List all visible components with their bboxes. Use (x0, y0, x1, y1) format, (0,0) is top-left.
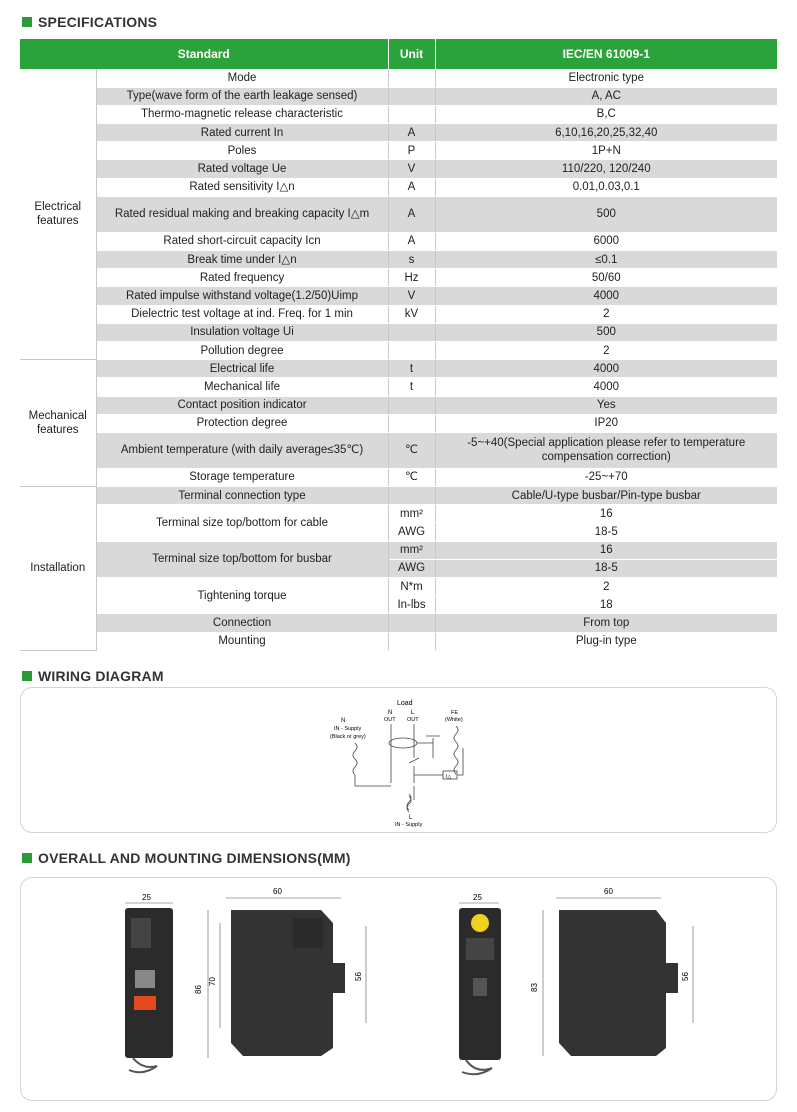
section-title-dimensions (22, 850, 351, 866)
unit-cell: A (388, 232, 435, 250)
value-cell: 2 (435, 305, 777, 323)
unit-cell: s (388, 251, 435, 269)
param-cell: Break time under I△n (96, 251, 388, 269)
section-title-text: SPECIFICATIONS (38, 14, 158, 30)
unit-cell: V (388, 287, 435, 305)
value-cell: B,C (435, 105, 777, 123)
value-cell: -5~+40(Special application please refer to temperature compensation correction) (435, 432, 777, 468)
header-unit: Unit (388, 39, 435, 69)
table-row (20, 105, 777, 123)
param-cell: Terminal connection type (96, 487, 388, 505)
wiring-n-out-label: OUT (384, 717, 396, 723)
section-title-text: OVERALL AND MOUNTING DIMENSIONS(MM) (38, 850, 351, 866)
table-row (20, 160, 777, 178)
value-cell: 2 (435, 341, 777, 359)
value-cell: 4000 (435, 287, 777, 305)
wiring-fe-label: FE (451, 710, 459, 716)
table-row (20, 541, 777, 559)
wiring-n-in-color: (Black or grey) (330, 734, 366, 740)
param-cell: Mechanical life (96, 378, 388, 396)
table-row (20, 232, 777, 250)
group-label-electrical: Electrical features (20, 69, 96, 360)
header-value: IEC/EN 61009-1 (435, 39, 777, 69)
unit-cell: t (388, 360, 435, 378)
section-title-wiring (22, 668, 164, 684)
dim-h2c-label: 56 (354, 972, 363, 981)
param-cell: Storage temperature (96, 468, 388, 486)
table-row (20, 578, 777, 596)
param-cell: Contact position indicator (96, 396, 388, 414)
unit-cell (388, 69, 435, 87)
param-cell: Rated voltage Ue (96, 160, 388, 178)
table-row (20, 305, 777, 323)
unit-cell (388, 87, 435, 105)
table-row (20, 251, 777, 269)
wiring-diagram (21, 688, 778, 834)
table-row (20, 360, 777, 378)
param-cell: Pollution degree (96, 341, 388, 359)
header-standard: Standard (20, 39, 388, 69)
param-cell: Electrical life (96, 360, 388, 378)
value-cell: ≤0.1 (435, 251, 777, 269)
unit-cell: A (388, 178, 435, 196)
value-cell: 6,10,16,20,25,32,40 (435, 124, 777, 142)
wiring-diagram-panel (20, 687, 777, 833)
table-row (20, 468, 777, 486)
unit-cell (388, 396, 435, 414)
param-cell: Insulation voltage Ui (96, 323, 388, 341)
unit-cell (388, 614, 435, 632)
table-row (20, 69, 777, 87)
wiring-ib-label: I△ (446, 774, 452, 780)
wiring-fe-color: (White) (445, 717, 463, 723)
section-marker-icon (22, 671, 32, 681)
wiring-n-label: N (388, 710, 393, 716)
table-row (20, 287, 777, 305)
dimensions-panel (20, 877, 777, 1101)
dim-w2-label: 60 (273, 887, 282, 896)
section-marker-icon (22, 853, 32, 863)
unit-cell: mm² (388, 505, 435, 523)
unit-cell: Hz (388, 269, 435, 287)
unit-cell (388, 632, 435, 650)
value-cell: 18-5 (435, 523, 777, 541)
dim-h2b-label: 70 (208, 977, 217, 986)
value-cell: Cable/U-type busbar/Pin-type busbar (435, 487, 777, 505)
group-label-installation: Installation (20, 487, 96, 651)
section-title-specifications (22, 14, 157, 30)
unit-cell (388, 105, 435, 123)
dim-w3-label: 25 (473, 893, 482, 902)
value-cell: 2 (435, 578, 777, 596)
wiring-n-in-label: N (341, 718, 346, 724)
value-cell: 500 (435, 196, 777, 232)
param-cell: Protection degree (96, 414, 388, 432)
value-cell: 50/60 (435, 269, 777, 287)
unit-cell (388, 487, 435, 505)
value-cell: 18 (435, 596, 777, 614)
table-row (20, 341, 777, 359)
param-cell: Thermo-magnetic release characteristic (96, 105, 388, 123)
value-cell: 18-5 (435, 559, 777, 577)
param-cell: Rated short-circuit capacity Icn (96, 232, 388, 250)
param-cell: Mode (96, 69, 388, 87)
unit-cell: N*m (388, 578, 435, 596)
unit-cell: A (388, 124, 435, 142)
value-cell: 16 (435, 505, 777, 523)
value-cell: 16 (435, 541, 777, 559)
table-row (20, 124, 777, 142)
table-row (20, 269, 777, 287)
value-cell: From top (435, 614, 777, 632)
param-cell: Dielectric test voltage at ind. Freq. for 1 min (96, 305, 388, 323)
table-row (20, 196, 777, 232)
wiring-n-in-supply: IN - Supply (334, 726, 362, 732)
unit-cell (388, 323, 435, 341)
unit-cell: P (388, 142, 435, 160)
wiring-load-label: Load (397, 700, 413, 707)
param-cell: Tightening torque (96, 578, 388, 614)
param-cell: Rated residual making and breaking capacity I△m (96, 196, 388, 232)
value-cell: IP20 (435, 414, 777, 432)
dimensions-drawing (21, 878, 778, 1102)
table-header-row (20, 39, 777, 69)
table-row (20, 142, 777, 160)
group-label-mechanical: Mechanical features (20, 360, 96, 487)
table-row (20, 614, 777, 632)
param-cell: Rated impulse withstand voltage(1.2/50)Uimp (96, 287, 388, 305)
dim-h4a-label: 83 (530, 983, 539, 992)
param-cell: Type(wave form of the earth leakage sensed) (96, 87, 388, 105)
param-cell: Ambient temperature (with daily average≤35℃) (96, 432, 388, 468)
value-cell: 4000 (435, 360, 777, 378)
unit-cell: In-lbs (388, 596, 435, 614)
param-cell: Poles (96, 142, 388, 160)
table-row (20, 632, 777, 650)
table-row (20, 323, 777, 341)
value-cell: 0.01,0.03,0.1 (435, 178, 777, 196)
product-2-front-view (459, 893, 501, 1074)
table-row (20, 178, 777, 196)
product-1-front-view (125, 893, 173, 1072)
value-cell: Yes (435, 396, 777, 414)
param-cell: Terminal size top/bottom for busbar (96, 541, 388, 577)
param-cell: Rated sensitivity I△n (96, 178, 388, 196)
wiring-l-label: L (411, 710, 415, 716)
param-cell: Connection (96, 614, 388, 632)
value-cell: Plug-in type (435, 632, 777, 650)
value-cell: 4000 (435, 378, 777, 396)
unit-cell (388, 341, 435, 359)
wiring-l-in-label: L (409, 815, 413, 821)
wiring-l-out-label: OUT (407, 717, 419, 723)
value-cell: 110/220, 120/240 (435, 160, 777, 178)
unit-cell: A (388, 196, 435, 232)
dim-h4b-label: 56 (681, 972, 690, 981)
table-row (20, 414, 777, 432)
wiring-l-in-supply: IN - Supply (395, 822, 423, 828)
table-row (20, 487, 777, 505)
section-title-text: WIRING DIAGRAM (38, 668, 164, 684)
unit-cell: kV (388, 305, 435, 323)
param-cell: Rated frequency (96, 269, 388, 287)
table-row (20, 432, 777, 468)
param-cell: Rated current In (96, 124, 388, 142)
param-cell: Mounting (96, 632, 388, 650)
table-row (20, 87, 777, 105)
unit-cell: AWG (388, 523, 435, 541)
dim-w1-label: 25 (142, 893, 151, 902)
unit-cell: mm² (388, 541, 435, 559)
value-cell: -25~+70 (435, 468, 777, 486)
value-cell: 500 (435, 323, 777, 341)
specifications-table (20, 39, 777, 651)
unit-cell: ℃ (388, 432, 435, 468)
unit-cell (388, 414, 435, 432)
value-cell: A, AC (435, 87, 777, 105)
unit-cell: t (388, 378, 435, 396)
product-2-side-view (530, 887, 693, 1056)
value-cell: 6000 (435, 232, 777, 250)
table-row (20, 378, 777, 396)
dim-w4-label: 60 (604, 887, 613, 896)
table-row (20, 505, 777, 523)
table-row (20, 396, 777, 414)
value-cell: 1P+N (435, 142, 777, 160)
value-cell: Electronic type (435, 69, 777, 87)
unit-cell: ℃ (388, 468, 435, 486)
section-marker-icon (22, 17, 32, 27)
wiring-lines (353, 724, 463, 812)
dim-h2a-label: 86 (194, 985, 203, 994)
param-cell: Terminal size top/bottom for cable (96, 505, 388, 541)
unit-cell: V (388, 160, 435, 178)
product-1-side-view (194, 887, 366, 1058)
unit-cell: AWG (388, 559, 435, 577)
